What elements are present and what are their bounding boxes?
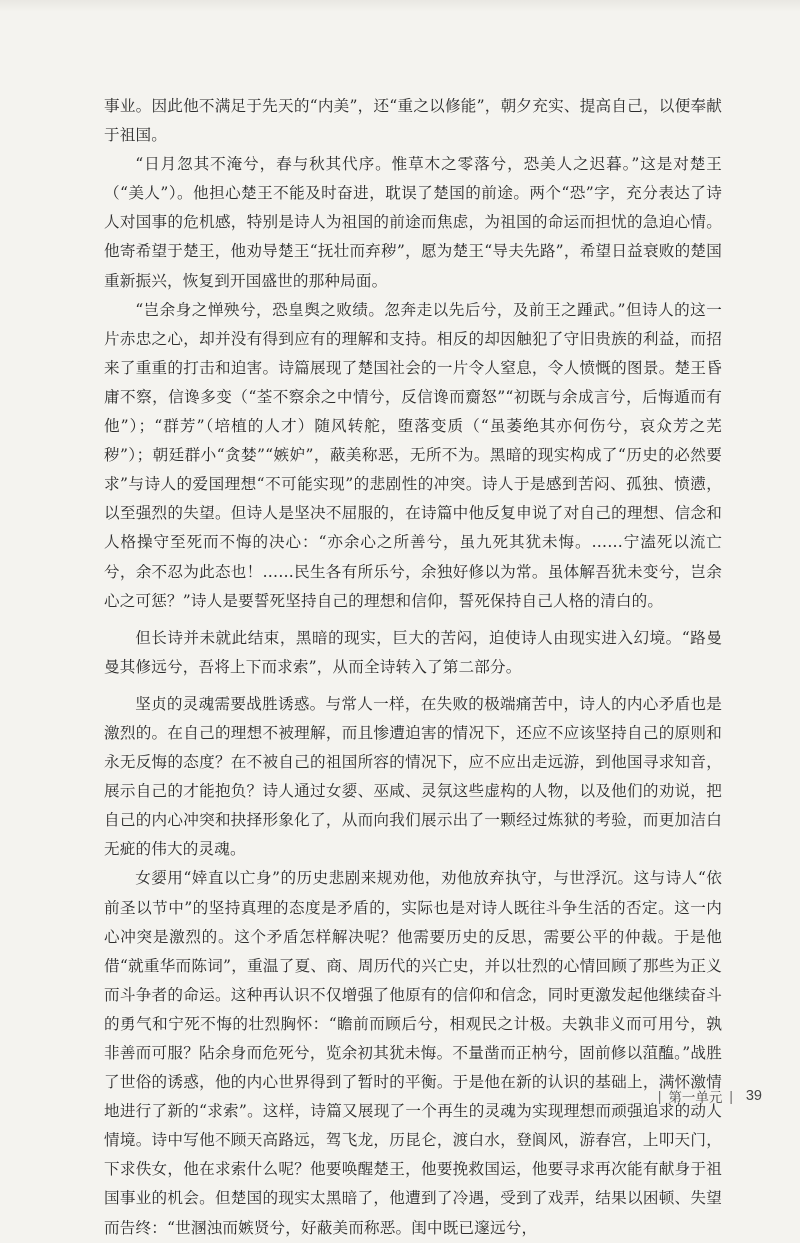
paragraph-1: 事业。因此他不满足于先天的“内美”，还“重之以修能”，朝夕充实、提高自己，以便奉献于祖国。 [104, 97, 722, 145]
page-footer [658, 1086, 762, 1106]
page-body [104, 92, 722, 1243]
paragraph-6: 女媭用“婞直以亡身”的历史悲剧来规劝他，劝他放弃执守，与世浮沉。这与诗人“依前圣以节中”的坚持真理的态度是矛盾的，实际也是对诗人既往斗争生活的否定。这一内心冲突是激烈的。这个矛盾怎样解决呢？他需要历史的反思，需要公平的仲裁。于是他借“就重华而陈词”，重温了夏、商、周历代的兴亡史，并以壮烈的心情回顾了那些为正义而斗争者的命运。这种再认识不仅增强了他原有的信仰和信念，同时更激发起他继续奋斗的勇气和宁死不悔的壮烈胸怀：“瞻前而顾后兮，相观民之计极。夫孰非义而可用兮，孰非善而可服？阽余身而危死兮，览余初其犹未悔。不量凿而正枘兮，固前修以菹醢。”战胜了世俗的诱惑，他的内心世界得到了暂时的平衡。于是他在新的认识的基础上，满怀激情地进行了新的“求索”。这样，诗篇又展现了一个再生的灵魂为实现理想而顽强追求的动人情境。诗中写他不顾天高路远，驾飞龙，历昆仑，渡白水，登阆风，游春宫，上叩天门，下求佚女，他在求索什么呢？他要唤醒楚王，他要挽救国运，他要寻求再次能有献身于祖国事业的机会。但楚国的现实太黑暗了，他遭到了冷遇，受到了戏弄，结果以困顿、失望而告终：“世溷浊而嫉贤兮，好蔽美而称恶。闺中既已邃远兮， [104, 869, 722, 1237]
paragraph-2: “日月忽其不淹兮，春与秋其代序。惟草木之零落兮，恐美人之迟暮。”这是对楚王（“美人”）。他担心楚王不能及时奋进，耽误了楚国的前途。两个“恐”字，充分表达了诗人对国事的危机感，特别是诗人为祖国的前途而焦虑，为祖国的命运而担忧的急迫心情。他寄希望于楚王，他劝导楚王“抚壮而弃秽”，愿为楚王“导夫先路”，希望日益衰败的楚国重新振兴，恢复到开国盛世的那种局面。 [104, 155, 722, 290]
paragraph-4: 但长诗并未就此结束，黑暗的现实，巨大的苦闷，迫使诗人由现实进入幻境。“路曼曼其修远兮，吾将上下而求索”，从而全诗转入了第二部分。 [104, 628, 722, 676]
page-top-strip [0, 0, 800, 12]
paragraph-5: 坚贞的灵魂需要战胜诱惑。与常人一样，在失败的极端痛苦中，诗人的内心矛盾也是激烈的。在自己的理想不被理解，而且惨遭迫害的情况下，还应不应该坚持自己的原则和永无反悔的态度？在不被自己的祖国所容的情况下，应不应出走远游，到他国寻求知音，展示自己的才能抱负？诗人通过女媭、巫咸、灵氛这些虚构的人物，以及他们的劝说，把自己的内心冲突和抉择形象化了，从而向我们展示出了一颗经过炼狱的考验，而更加洁白无疵的伟大的灵魂。 [104, 694, 722, 859]
page-number: 39 [745, 1088, 762, 1104]
footer-divider-left: | [657, 1088, 662, 1104]
footer-unit-label: 第一单元 [668, 1090, 723, 1105]
footer-divider-right: | [729, 1088, 733, 1104]
paragraph-3: “岂余身之惮殃兮，恐皇舆之败绩。忽奔走以先后兮，及前王之踵武。”但诗人的这一片赤忠之心，却并没有得到应有的理解和支持。相反的却因触犯了守旧贵族的利益，而招来了重重的打击和迫害。诗篇展现了楚国社会的一片令人窒息，令人愤慨的图景。楚王昏庸不察，信谗多变（“荃不察余之中情兮，反信谗而齌怒”“初既与余成言兮，后悔遁而有他”）；“群芳”（培植的人才）随风转舵，堕落变质（“虽萎绝其亦何伤兮，哀众芳之芜秽”）；朝廷群小“贪婪”“嫉妒”，蔽美称恶，无所不为。黑暗的现实构成了“历史的必然要求”与诗人的爱国理想“不可能实现”的悲剧性的冲突。诗人于是感到苦闷、孤独、愤懑，以至强烈的失望。但诗人是坚决不屈服的，在诗篇中他反复申说了对自己的理想、信念和人格操守至死而不悔的决心：“亦余心之所善兮，虽九死其犹未悔。……宁溘死以流亡兮，余不忍为此态也！……民生各有所乐兮，余独好修以为常。虽体解吾犹未变兮，岂余心之可惩？”诗人是要誓死坚持自己的理想和信仰，誓死保持自己人格的清白的。 [104, 300, 722, 610]
